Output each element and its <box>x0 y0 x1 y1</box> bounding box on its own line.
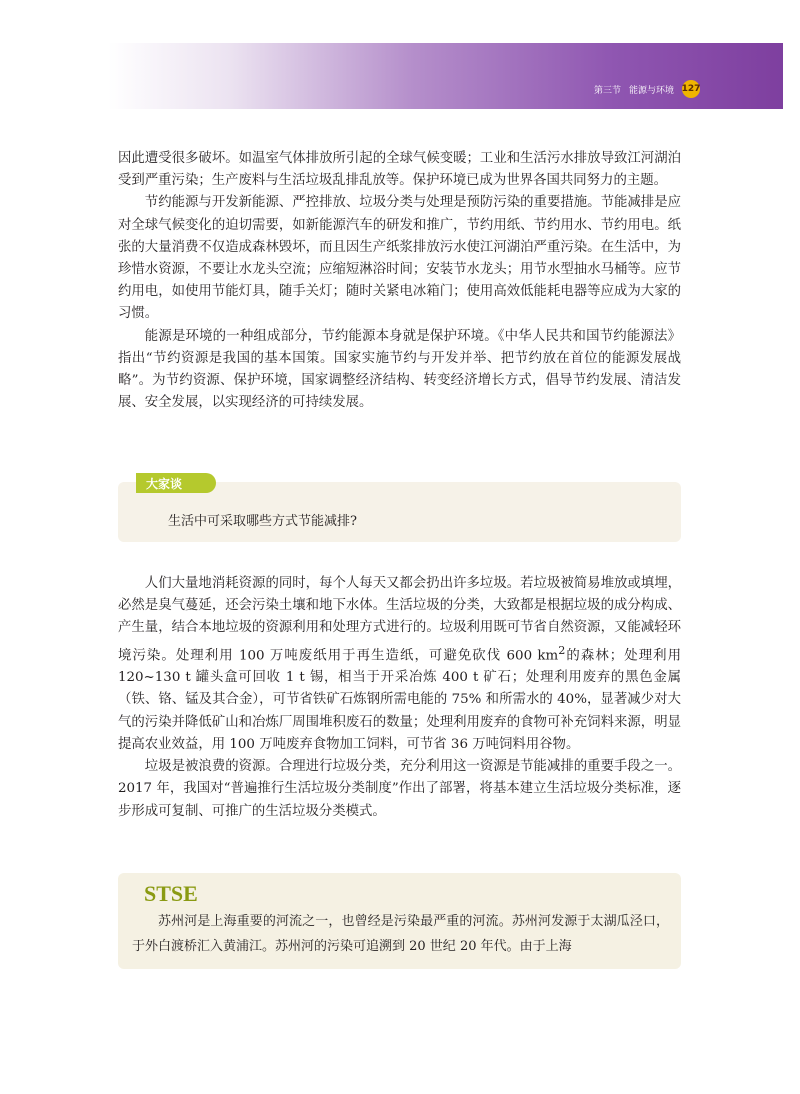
discussion-box <box>118 476 681 542</box>
running-header <box>594 80 700 98</box>
stse-title: STSE <box>144 881 198 906</box>
stse-paragraph: 苏州河是上海重要的河流之一，也曾经是污染最严重的河流。苏州河发源于太湖瓜泾口，于外白渡桥汇入黄浦江。苏州河的污染可追溯到 20 世纪 20 年代。由于上海 <box>132 914 669 954</box>
paragraph: 因此遭受很多破坏。如温室气体排放所引起的全球气候变暖；工业和生活污水排放导致江河湖泊受到严重污染；生产废料与生活垃圾乱排乱放等。保护环境已成为世界各国共同努力的主题。 <box>118 151 681 189</box>
stse-text <box>132 909 669 959</box>
paragraph: 能源是环境的一种组成部分，节约能源本身就是保护环境。《中华人民共和国节约能源法》指出“节约资源是我国的基本国策。国家实施节约与开发并举、把节约放在首位的能源发展战略”。为节约资源、保护环境，国家调整经济结构、转变经济增长方式，倡导节约发展、清洁发展、安全发展，以实现经济的可持续发展。 <box>118 328 681 411</box>
section-label: 第三节 <box>593 85 621 96</box>
chapter-title: 能源与环境 <box>628 85 674 96</box>
paragraph-part: 人们大量地消耗资源的同时，每个人每天又都会扔出许多垃圾。若垃圾被简易堆放或填埋，必然是臭气蔓延，还会污染土壤和地下水体。生活垃圾的分类，大致都是根据垃圾的成分构成、产生量，结合本地垃圾的资源利用和处理方式进行的。垃圾利用既可节省自然资源，又能减轻环境污染。处理利用 100 万吨废纸用于再生造纸，可避免砍伐 600 km <box>118 576 681 664</box>
paragraph: 垃圾是被浪费的资源。合理进行垃圾分类，充分利用这一资源是节能减排的重要手段之一。2017 年，我国对“普遍推行生活垃圾分类制度”作出了部署，将基本建立生活垃圾分类标准，逐步形成可复制、可推广的生活垃圾分类模式。 <box>118 759 681 819</box>
body-text-bottom <box>118 573 681 823</box>
paragraph: 节约能源与开发新能源、严控排放、垃圾分类与处理是预防污染的重要措施。节能减排是应对全球气候变化的迫切需要，如新能源汽车的研发和推广，节约用纸、节约用水、节约用电。纸张的大量消费不仅造成森林毁坏，而且因生产纸浆排放污水使江河湖泊严重污染。在生活中，为珍惜水资源，不要让水龙头空流；应缩短淋浴时间；安装节水龙头；用节水型抽水马桶等。应节约用电，如使用节能灯具，随手关灯；随时关紧电冰箱门；使用高效低能耗电器等应成为大家的习惯。 <box>118 195 681 322</box>
body-text-top <box>118 148 681 414</box>
page-number-badge: 127 <box>682 80 700 98</box>
superscript: 2 <box>558 643 566 657</box>
discussion-question: 生活中可采取哪些方式节能减排? <box>168 514 357 529</box>
header-band <box>108 43 783 109</box>
stse-box <box>118 873 681 969</box>
paragraph <box>118 573 681 756</box>
discussion-tag: 大家谈 <box>136 473 216 493</box>
paragraph-part: 的森林；处理利用 120~130 t 罐头盒可回收 1 t 锡，相当于开采冶炼 400 t 矿石；处理利用废弃的黑色金属（铁、铬、锰及其合金），可节省铁矿石炼钢所需电能的 75% 和所需水的 40%，显著减少对大气的污染并降低矿山和冶炼厂周围堆积废石的数量；处理利用废弃的食物可补充饲料来源，明显提高农业效益，用 100 万吨废弃食物加工饲料，可节省 36 万吨饲料用谷物。 <box>118 648 682 752</box>
